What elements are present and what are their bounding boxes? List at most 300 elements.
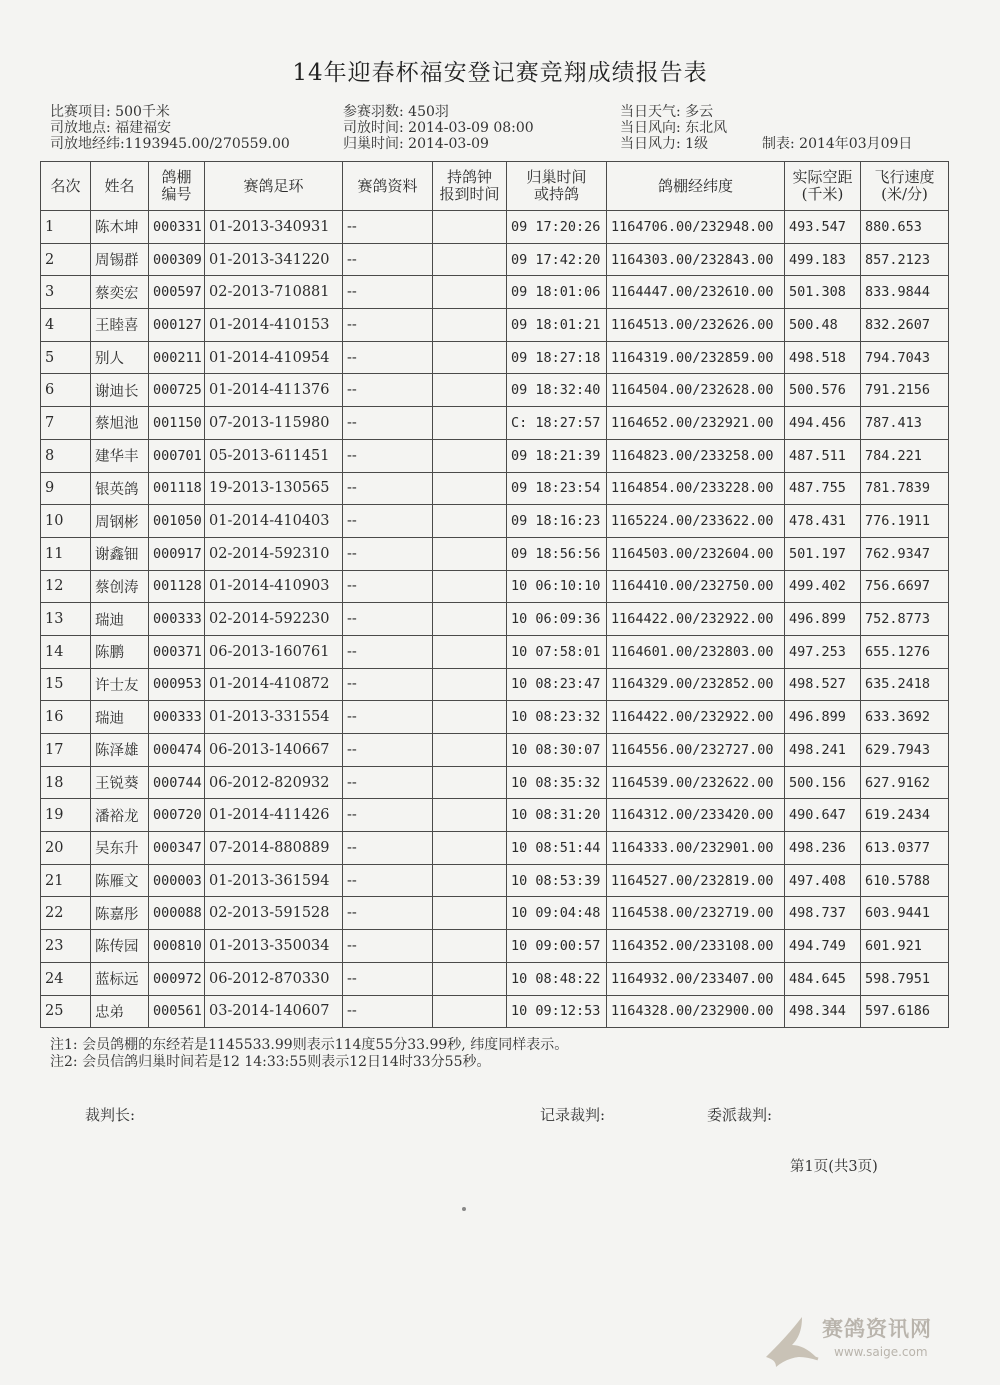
clock-cell: [433, 211, 507, 244]
arrival-time-cell: 10 09:12:53: [507, 995, 607, 1028]
loft-id-cell: 000561: [149, 995, 205, 1028]
info-cell: --: [343, 243, 433, 276]
speed-cell: 619.2434: [861, 799, 949, 832]
info-cell: --: [343, 930, 433, 963]
distance-cell: 497.408: [785, 864, 861, 897]
arrival-time-cell: 09 18:27:18: [507, 341, 607, 374]
ring-cell: 01-2014-410153: [205, 309, 343, 342]
loft-id-cell: 000088: [149, 897, 205, 930]
meta-right: [620, 104, 727, 152]
speed-cell: 832.2607: [861, 309, 949, 342]
event-label: 比赛项目: 500千米: [50, 104, 170, 120]
table-row: [41, 897, 949, 930]
rank-cell: 24: [41, 962, 91, 995]
distance-cell: 498.236: [785, 832, 861, 865]
distance-cell: 487.511: [785, 439, 861, 472]
coords-cell: 1164932.00/233407.00: [607, 962, 785, 995]
loft-id-cell: 000347: [149, 832, 205, 865]
table-row: [41, 635, 949, 668]
info-cell: --: [343, 962, 433, 995]
ring-cell: 01-2014-411426: [205, 799, 343, 832]
rank-cell: 16: [41, 701, 91, 734]
distance-cell: 494.749: [785, 930, 861, 963]
coords-cell: 1164410.00/232750.00: [607, 570, 785, 603]
arrival-time-cell: 10 08:53:39: [507, 864, 607, 897]
coords-cell: 1164706.00/232948.00: [607, 211, 785, 244]
coords-cell: 1164538.00/232719.00: [607, 897, 785, 930]
table-row: [41, 962, 949, 995]
distance-cell: 493.547: [785, 211, 861, 244]
distance-cell: 499.402: [785, 570, 861, 603]
ring-cell: 01-2014-410954: [205, 341, 343, 374]
info-cell: --: [343, 799, 433, 832]
name-cell: 瑞迪: [91, 603, 149, 636]
ring-cell: 01-2014-410403: [205, 505, 343, 538]
info-cell: --: [343, 603, 433, 636]
arrival-time-cell: 09 18:23:54: [507, 472, 607, 505]
appointed-judge-label: 委派裁判:: [707, 1106, 773, 1124]
coords-cell: 1164527.00/232819.00: [607, 864, 785, 897]
coords-cell: 1164329.00/232852.00: [607, 668, 785, 701]
coords-cell: 1165224.00/233622.00: [607, 505, 785, 538]
info-cell: --: [343, 309, 433, 342]
clock-cell: [433, 864, 507, 897]
loft-id-cell: 001150: [149, 407, 205, 440]
table-row: [41, 832, 949, 865]
loft-id-cell: 000953: [149, 668, 205, 701]
info-cell: --: [343, 635, 433, 668]
coords-cell: 1164539.00/232622.00: [607, 766, 785, 799]
name-cell: 蔡创涛: [91, 570, 149, 603]
table-row: [41, 668, 949, 701]
ring-cell: 02-2014-592310: [205, 537, 343, 570]
table-row: [41, 341, 949, 374]
notes: [50, 1037, 568, 1071]
arrival-time-cell: 09 18:01:21: [507, 309, 607, 342]
info-cell: --: [343, 472, 433, 505]
rank-cell: 23: [41, 930, 91, 963]
note-2: 注2: 会员信鸽归巢时间若是12 14:33:55则表示12日14时33分55秒。: [50, 1054, 491, 1070]
clock-cell: [433, 603, 507, 636]
weather-label: 当日天气: 多云: [620, 104, 714, 120]
speed-cell: 762.9347: [861, 537, 949, 570]
name-cell: 忠弟: [91, 995, 149, 1028]
rank-cell: 5: [41, 341, 91, 374]
arrival-time-cell: 09 18:56:56: [507, 537, 607, 570]
table-header-row: [41, 162, 949, 211]
arrival-time-cell: 10 08:51:44: [507, 832, 607, 865]
distance-cell: 484.645: [785, 962, 861, 995]
clock-cell: [433, 505, 507, 538]
distance-cell: 496.899: [785, 701, 861, 734]
loft-id-cell: 000744: [149, 766, 205, 799]
page-number: 第1页(共3页): [790, 1159, 878, 1175]
distance-cell: 498.241: [785, 734, 861, 767]
name-cell: 周锡群: [91, 243, 149, 276]
clock-cell: [433, 799, 507, 832]
distance-cell: 494.456: [785, 407, 861, 440]
return-time-label: 归巢时间: 2014-03-09: [343, 136, 489, 152]
arrival-time-cell: 10 07:58:01: [507, 635, 607, 668]
wind-force-label: 当日风力: 1级: [620, 136, 709, 152]
coords-cell: 1164333.00/232901.00: [607, 832, 785, 865]
loft-id-cell: 000309: [149, 243, 205, 276]
clock-cell: [433, 374, 507, 407]
clock-cell: [433, 341, 507, 374]
speed-cell: 613.0377: [861, 832, 949, 865]
info-cell: --: [343, 407, 433, 440]
name-cell: 陈传园: [91, 930, 149, 963]
clock-cell: [433, 701, 507, 734]
column-header: 归巢时间 或持鸽: [507, 162, 607, 211]
table-row: [41, 864, 949, 897]
distance-cell: 498.527: [785, 668, 861, 701]
release-time-label: 司放时间: 2014-03-09 08:00: [343, 120, 534, 136]
coords-cell: 1164447.00/232610.00: [607, 276, 785, 309]
ring-cell: 07-2013-115980: [205, 407, 343, 440]
coords-cell: 1164352.00/233108.00: [607, 930, 785, 963]
name-cell: 陈木坤: [91, 211, 149, 244]
name-cell: 瑞迪: [91, 701, 149, 734]
column-header: 持鸽钟 报到时间: [433, 162, 507, 211]
watermark: [758, 1305, 958, 1375]
name-cell: 王睦喜: [91, 309, 149, 342]
table-row: [41, 995, 949, 1028]
coords-cell: 1164319.00/232859.00: [607, 341, 785, 374]
rank-cell: 18: [41, 766, 91, 799]
loft-id-cell: 000127: [149, 309, 205, 342]
column-header: 鸽棚经纬度: [607, 162, 785, 211]
arrival-time-cell: 10 06:10:10: [507, 570, 607, 603]
column-header: 实际空距 (千米): [785, 162, 861, 211]
info-cell: --: [343, 374, 433, 407]
ring-cell: 01-2013-350034: [205, 930, 343, 963]
table-row: [41, 799, 949, 832]
table-row: [41, 701, 949, 734]
loft-id-cell: 000701: [149, 439, 205, 472]
loft-id-cell: 000720: [149, 799, 205, 832]
arrival-time-cell: 09 17:20:26: [507, 211, 607, 244]
clock-cell: [433, 472, 507, 505]
distance-cell: 478.431: [785, 505, 861, 538]
note-1: 注1: 会员鸽棚的东经若是1145533.99则表示114度55分33.99秒, 纬度同样表示。: [50, 1037, 569, 1053]
name-cell: 许士友: [91, 668, 149, 701]
distance-cell: 487.755: [785, 472, 861, 505]
table-row: [41, 505, 949, 538]
ring-cell: 01-2013-361594: [205, 864, 343, 897]
speed-cell: 629.7943: [861, 734, 949, 767]
watermark-url: www.saige.com: [834, 1345, 928, 1359]
table-row: [41, 570, 949, 603]
info-cell: --: [343, 439, 433, 472]
table-row: [41, 211, 949, 244]
clock-cell: [433, 668, 507, 701]
distance-cell: 500.576: [785, 374, 861, 407]
speed-cell: 603.9441: [861, 897, 949, 930]
info-cell: --: [343, 701, 433, 734]
info-cell: --: [343, 864, 433, 897]
chief-judge-label: 裁判长:: [85, 1106, 136, 1124]
name-cell: 陈嘉彤: [91, 897, 149, 930]
loft-id-cell: 001050: [149, 505, 205, 538]
clock-cell: [433, 276, 507, 309]
rank-cell: 12: [41, 570, 91, 603]
table-row: [41, 309, 949, 342]
rank-cell: 7: [41, 407, 91, 440]
speed-cell: 776.1911: [861, 505, 949, 538]
coords-cell: 1164422.00/232922.00: [607, 701, 785, 734]
ring-cell: 01-2014-411376: [205, 374, 343, 407]
loft-id-cell: 000211: [149, 341, 205, 374]
ring-cell: 07-2014-880889: [205, 832, 343, 865]
info-cell: --: [343, 537, 433, 570]
record-judge-label: 记录裁判:: [540, 1106, 606, 1124]
name-cell: 建华丰: [91, 439, 149, 472]
name-cell: 王锐葵: [91, 766, 149, 799]
coords-cell: 1164823.00/233258.00: [607, 439, 785, 472]
speed-cell: 794.7043: [861, 341, 949, 374]
speed-cell: 655.1276: [861, 635, 949, 668]
info-cell: --: [343, 995, 433, 1028]
distance-cell: 498.518: [785, 341, 861, 374]
coords-cell: 1164652.00/232921.00: [607, 407, 785, 440]
rank-cell: 8: [41, 439, 91, 472]
speed-cell: 598.7951: [861, 962, 949, 995]
arrival-time-cell: 10 06:09:36: [507, 603, 607, 636]
table-row: [41, 374, 949, 407]
distance-cell: 496.899: [785, 603, 861, 636]
info-cell: --: [343, 505, 433, 538]
clock-cell: [433, 962, 507, 995]
loft-id-cell: 000972: [149, 962, 205, 995]
name-cell: 谢鑫钿: [91, 537, 149, 570]
distance-cell: 501.197: [785, 537, 861, 570]
info-cell: --: [343, 211, 433, 244]
entries-label: 参赛羽数: 450羽: [343, 104, 449, 120]
ring-cell: 01-2013-340931: [205, 211, 343, 244]
arrival-time-cell: 10 08:30:07: [507, 734, 607, 767]
name-cell: 陈鹏: [91, 635, 149, 668]
clock-cell: [433, 734, 507, 767]
clock-cell: [433, 930, 507, 963]
clock-cell: [433, 243, 507, 276]
name-cell: 银英鸽: [91, 472, 149, 505]
coords-cell: 1164503.00/232604.00: [607, 537, 785, 570]
name-cell: 陈泽雄: [91, 734, 149, 767]
column-header: 飞行速度 (米/分): [861, 162, 949, 211]
speed-cell: 756.6697: [861, 570, 949, 603]
rank-cell: 19: [41, 799, 91, 832]
speed-cell: 635.2418: [861, 668, 949, 701]
ring-cell: 01-2013-341220: [205, 243, 343, 276]
name-cell: 潘裕龙: [91, 799, 149, 832]
info-cell: --: [343, 570, 433, 603]
coords-cell: 1164513.00/232626.00: [607, 309, 785, 342]
rank-cell: 2: [41, 243, 91, 276]
ring-cell: 01-2013-331554: [205, 701, 343, 734]
arrival-time-cell: 10 09:00:57: [507, 930, 607, 963]
table-row: [41, 766, 949, 799]
loft-id-cell: 000003: [149, 864, 205, 897]
coords-cell: 1164422.00/232922.00: [607, 603, 785, 636]
loft-id-cell: 000331: [149, 211, 205, 244]
info-cell: --: [343, 276, 433, 309]
distance-cell: 501.308: [785, 276, 861, 309]
speed-cell: 610.5788: [861, 864, 949, 897]
speed-cell: 597.6186: [861, 995, 949, 1028]
rank-cell: 21: [41, 864, 91, 897]
coords-cell: 1164556.00/232727.00: [607, 734, 785, 767]
table-row: [41, 537, 949, 570]
column-header: 鸽棚 编号: [149, 162, 205, 211]
coords-cell: 1164854.00/233228.00: [607, 472, 785, 505]
speed-cell: 633.3692: [861, 701, 949, 734]
loft-id-cell: 000333: [149, 701, 205, 734]
clock-cell: [433, 995, 507, 1028]
wind-direction-label: 当日风向: 东北风: [620, 120, 728, 136]
arrival-time-cell: 09 17:42:20: [507, 243, 607, 276]
distance-cell: 500.156: [785, 766, 861, 799]
arrival-time-cell: 10 08:23:47: [507, 668, 607, 701]
loft-id-cell: 000917: [149, 537, 205, 570]
ring-cell: 01-2014-410872: [205, 668, 343, 701]
clock-cell: [433, 570, 507, 603]
clock-cell: [433, 537, 507, 570]
info-cell: --: [343, 766, 433, 799]
coords-cell: 1164504.00/232628.00: [607, 374, 785, 407]
rank-cell: 1: [41, 211, 91, 244]
rank-cell: 22: [41, 897, 91, 930]
arrival-time-cell: 10 09:04:48: [507, 897, 607, 930]
name-cell: 别人: [91, 341, 149, 374]
table-row: [41, 930, 949, 963]
column-header: 赛鸽资料: [343, 162, 433, 211]
loft-id-cell: 000333: [149, 603, 205, 636]
arrival-time-cell: 10 08:35:32: [507, 766, 607, 799]
info-cell: --: [343, 897, 433, 930]
release-place-label: 司放地点: 福建福安: [50, 120, 172, 136]
ring-cell: 06-2013-140667: [205, 734, 343, 767]
loft-id-cell: 000725: [149, 374, 205, 407]
ring-cell: 06-2012-820932: [205, 766, 343, 799]
column-header: 姓名: [91, 162, 149, 211]
arrival-time-cell: 09 18:32:40: [507, 374, 607, 407]
rank-cell: 11: [41, 537, 91, 570]
coords-cell: 1164328.00/232900.00: [607, 995, 785, 1028]
speed-cell: 627.9162: [861, 766, 949, 799]
info-cell: --: [343, 734, 433, 767]
arrival-time-cell: 09 18:01:06: [507, 276, 607, 309]
table-row: [41, 734, 949, 767]
table-row: [41, 439, 949, 472]
coords-cell: 1164312.00/233420.00: [607, 799, 785, 832]
ring-cell: 01-2014-410903: [205, 570, 343, 603]
ring-cell: 02-2014-592230: [205, 603, 343, 636]
clock-cell: [433, 635, 507, 668]
rank-cell: 25: [41, 995, 91, 1028]
speed-cell: 833.9844: [861, 276, 949, 309]
speed-cell: 791.2156: [861, 374, 949, 407]
name-cell: 蔡奕宏: [91, 276, 149, 309]
rank-cell: 10: [41, 505, 91, 538]
watermark-name: 赛鸽资讯网: [822, 1317, 932, 1341]
arrival-time-cell: 10 08:48:22: [507, 962, 607, 995]
distance-cell: 490.647: [785, 799, 861, 832]
rank-cell: 3: [41, 276, 91, 309]
info-cell: --: [343, 832, 433, 865]
column-header: 赛鸽足环: [205, 162, 343, 211]
name-cell: 蔡旭池: [91, 407, 149, 440]
meta-middle: [343, 104, 534, 152]
table-body: [41, 211, 949, 1028]
loft-id-cell: 000474: [149, 734, 205, 767]
clock-cell: [433, 766, 507, 799]
report-title: 14年迎春杯福安登记赛竞翔成绩报告表: [292, 60, 708, 86]
speed-cell: 787.413: [861, 407, 949, 440]
column-header: 名次: [41, 162, 91, 211]
loft-id-cell: 000597: [149, 276, 205, 309]
distance-cell: 497.253: [785, 635, 861, 668]
distance-cell: 498.737: [785, 897, 861, 930]
arrival-time-cell: 10 08:31:20: [507, 799, 607, 832]
name-cell: 周钢彬: [91, 505, 149, 538]
arrival-time-cell: 10 08:23:32: [507, 701, 607, 734]
table-row: [41, 243, 949, 276]
distance-cell: 499.183: [785, 243, 861, 276]
clock-cell: [433, 439, 507, 472]
ring-cell: 02-2013-591528: [205, 897, 343, 930]
rank-cell: 14: [41, 635, 91, 668]
name-cell: 吴东升: [91, 832, 149, 865]
release-coords-label: 司放地经纬:1193945.00/270559.00: [50, 136, 290, 152]
table-row: [41, 407, 949, 440]
name-cell: 蓝标远: [91, 962, 149, 995]
name-cell: 谢迪长: [91, 374, 149, 407]
loft-id-cell: 001118: [149, 472, 205, 505]
ring-cell: 06-2013-160761: [205, 635, 343, 668]
rank-cell: 13: [41, 603, 91, 636]
rank-cell: 6: [41, 374, 91, 407]
ring-cell: 06-2012-870330: [205, 962, 343, 995]
loft-id-cell: 000810: [149, 930, 205, 963]
arrival-time-cell: C: 18:27:57: [507, 407, 607, 440]
rank-cell: 17: [41, 734, 91, 767]
ring-cell: 02-2013-710881: [205, 276, 343, 309]
speed-cell: 880.653: [861, 211, 949, 244]
loft-id-cell: 000371: [149, 635, 205, 668]
meta-left: [50, 104, 290, 152]
coords-cell: 1164601.00/232803.00: [607, 635, 785, 668]
table-row: [41, 276, 949, 309]
speed-cell: 784.221: [861, 439, 949, 472]
ring-cell: 19-2013-130565: [205, 472, 343, 505]
rank-cell: 15: [41, 668, 91, 701]
made-date-label: 制表: 2014年03月09日: [762, 136, 913, 152]
table-row: [41, 472, 949, 505]
speed-cell: 781.7839: [861, 472, 949, 505]
speed-cell: 752.8773: [861, 603, 949, 636]
clock-cell: [433, 407, 507, 440]
results-table: [40, 161, 949, 1028]
clock-cell: [433, 832, 507, 865]
speed-cell: 601.921: [861, 930, 949, 963]
info-cell: --: [343, 341, 433, 374]
clock-cell: [433, 309, 507, 342]
ring-cell: 05-2013-611451: [205, 439, 343, 472]
ring-cell: 03-2014-140607: [205, 995, 343, 1028]
distance-cell: 498.344: [785, 995, 861, 1028]
arrival-time-cell: 09 18:16:23: [507, 505, 607, 538]
